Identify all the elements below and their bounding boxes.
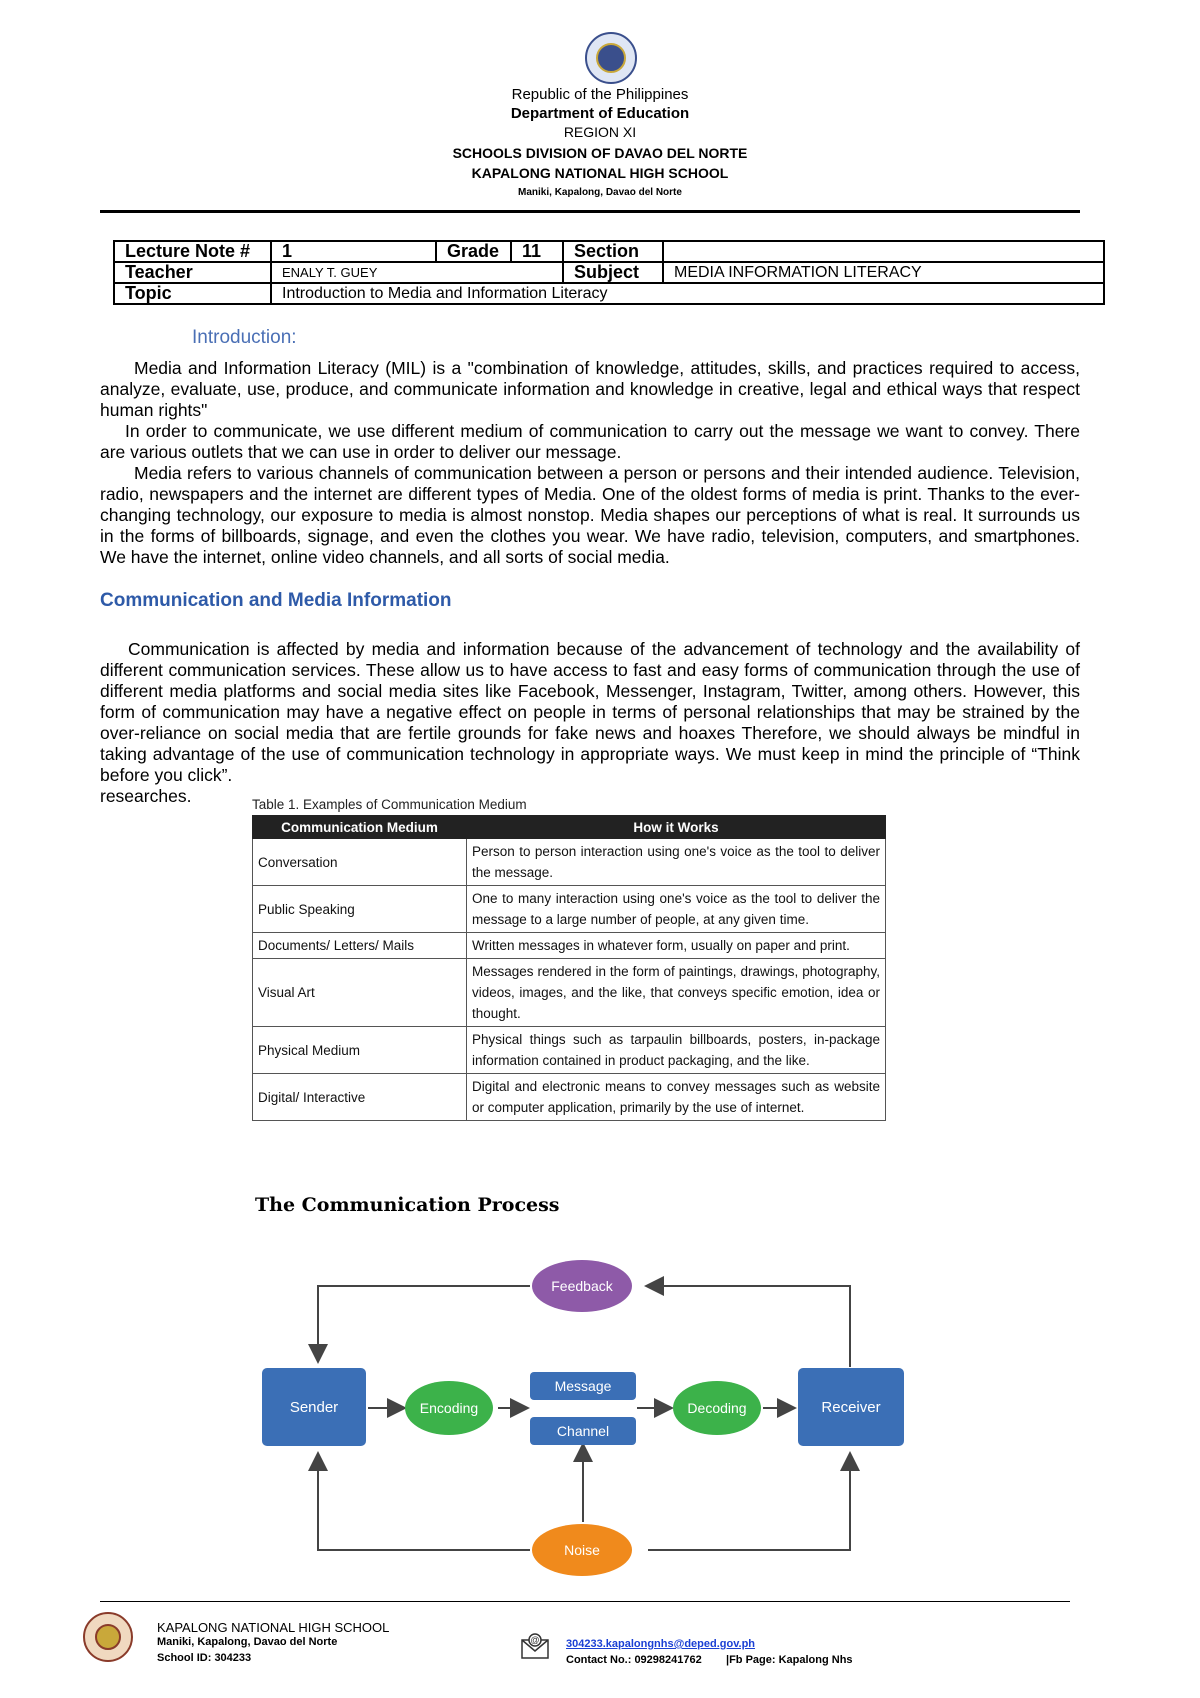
researches-text: researches. (100, 786, 192, 806)
noise-label: Noise (564, 1542, 600, 1558)
header-department: Department of Education (510, 105, 690, 122)
lecture-info-table (113, 240, 1105, 305)
topic-label: Topic (114, 283, 271, 304)
header-republic: Republic of the Philippines (511, 86, 689, 103)
header-rule (100, 210, 1080, 213)
header-region: REGION XI (563, 124, 637, 140)
intro-paragraph-3: Media refers to various channels of communication between a person or persons and their intended audience. Television, radio, newspapers and the internet are different types of Media. One of the oldest forms of media is print. Thanks to the ever-changing technology, our exposure to media is almost nonstop. Media shapes our perceptions of what is real. It surrounds us in the forms of billboards, signage, and even the clothes you wear. We have radio, television, computers, and smartphones. We have the internet, online video channels, and all sorts of social media. (100, 463, 1080, 567)
encoding-label: Encoding (419, 1400, 479, 1416)
table-row (253, 839, 886, 886)
table-row (253, 933, 886, 959)
table-row (253, 959, 886, 1027)
how-cell: Messages rendered in the form of paintings, drawings, photography, videos, images, and the like, that conveys specific emotion, idea or thought. (467, 959, 886, 1027)
message-label: Message (554, 1378, 612, 1394)
feedback-label: Feedback (551, 1278, 613, 1294)
svg-text:@: @ (530, 1635, 540, 1645)
topic-value: Introduction to Media and Information Literacy (271, 283, 1104, 304)
how-cell: One to many interaction using one's voice as the tool to deliver the message to a large number of people, at any given time. (467, 886, 886, 933)
footer-address: Maniki, Kapalong, Davao del Norte (157, 1636, 338, 1648)
medium-cell: Documents/ Letters/ Mails (253, 933, 467, 959)
school-seal-logo (83, 1612, 133, 1662)
grade-value: 11 (511, 241, 563, 262)
table-row (253, 1027, 886, 1074)
header-school: KAPALONG NATIONAL HIGH SCHOOL (471, 165, 729, 181)
how-cell: Digital and electronic means to convey messages such as website or computer application, primarily by the use of internet. (467, 1074, 886, 1121)
subject-label: Subject (563, 262, 663, 283)
communication-process-heading: The Communication Process (255, 1194, 560, 1216)
intro-paragraph-1: Media and Information Literacy (MIL) is a "combination of knowledge, attitudes, skills, and practices required to access, analyze, evaluate, use, produce, and communicate information and knowledge in creative, legal and ethical ways that respect human rights" (100, 358, 1080, 420)
communication-medium-table (252, 815, 886, 1121)
communication-paragraph: Communication is affected by media and information because of the advancement of technology and the availability of different communication services. These allow us to have access to fast and easy forms of communication through the use of different media platforms and social media sites like Facebook, Messenger, Instagram, Twitter, among others. However, this form of communication may have a negative effect on people in terms of personal relationships that may be strained by the over-reliance on social media that are fertile grounds for fake news and hoaxes Therefore, we should always be mindful in taking advantage of the use of communication technology in appropriate ways. We must keep in mind the principle of “Think before you click”. (100, 639, 1080, 785)
medium-cell: Conversation (253, 839, 467, 886)
subject-value: MEDIA INFORMATION LITERACY (663, 262, 1104, 283)
decoding-label: Decoding (687, 1400, 747, 1416)
table-row (253, 886, 886, 933)
sender-label: Sender (289, 1399, 339, 1416)
footer-rule (100, 1601, 1070, 1602)
medium-cell: Digital/ Interactive (253, 1074, 467, 1121)
header-address: Maniki, Kapalong, Davao del Norte (518, 187, 682, 198)
grade-label: Grade (436, 241, 511, 262)
section-value (663, 241, 1104, 262)
how-cell: Person to person interaction using one's voice as the tool to deliver the message. (467, 839, 886, 886)
communication-media-heading: Communication and Media Information (100, 590, 452, 611)
table-header-medium: Communication Medium (253, 816, 467, 839)
intro-paragraph-2: In order to communicate, we use different medium of communication to carry out the message we want to convey. There are various outlets that we can use in order to deliver our message. (100, 421, 1080, 462)
header-division: SCHOOLS DIVISION OF DAVAO DEL NORTE (452, 145, 748, 161)
section-label: Section (563, 241, 663, 262)
lecture-value: 1 (271, 241, 436, 262)
table-caption: Table 1. Examples of Communication Medium (252, 797, 527, 812)
mail-icon (520, 1631, 550, 1661)
communication-process-diagram (0, 1240, 1200, 1580)
deped-seal-logo (585, 32, 637, 84)
footer-school-id: School ID: 304233 (157, 1652, 252, 1664)
how-cell: Written messages in whatever form, usually on paper and print. (467, 933, 886, 959)
feedback-arrow-in (648, 1286, 850, 1367)
medium-cell: Visual Art (253, 959, 467, 1027)
footer-school-name: KAPALONG NATIONAL HIGH SCHOOL (157, 1620, 390, 1635)
teacher-value: ENALY T. GUEY (271, 262, 563, 283)
footer-email-link[interactable]: 304233.kapalongnhs@deped.gov.ph (566, 1638, 756, 1650)
noise-arrow-receiver (648, 1455, 850, 1550)
medium-cell: Physical Medium (253, 1027, 467, 1074)
receiver-label: Receiver (821, 1399, 881, 1416)
feedback-arrow-out (318, 1286, 530, 1360)
introduction-heading: Introduction: (192, 327, 297, 348)
teacher-label: Teacher (114, 262, 271, 283)
medium-cell: Public Speaking (253, 886, 467, 933)
footer-contact: Contact No.: 09298241762 (566, 1654, 702, 1666)
table-row (253, 1074, 886, 1121)
lecture-label: Lecture Note # (114, 241, 271, 262)
noise-arrow-sender (318, 1455, 530, 1550)
how-cell: Physical things such as tarpaulin billboards, posters, in-package information contained in product packaging, and the like. (467, 1027, 886, 1074)
channel-label: Channel (556, 1423, 610, 1439)
footer-fb-page: |Fb Page: Kapalong Nhs (726, 1654, 853, 1666)
table-header-how: How it Works (467, 816, 886, 839)
